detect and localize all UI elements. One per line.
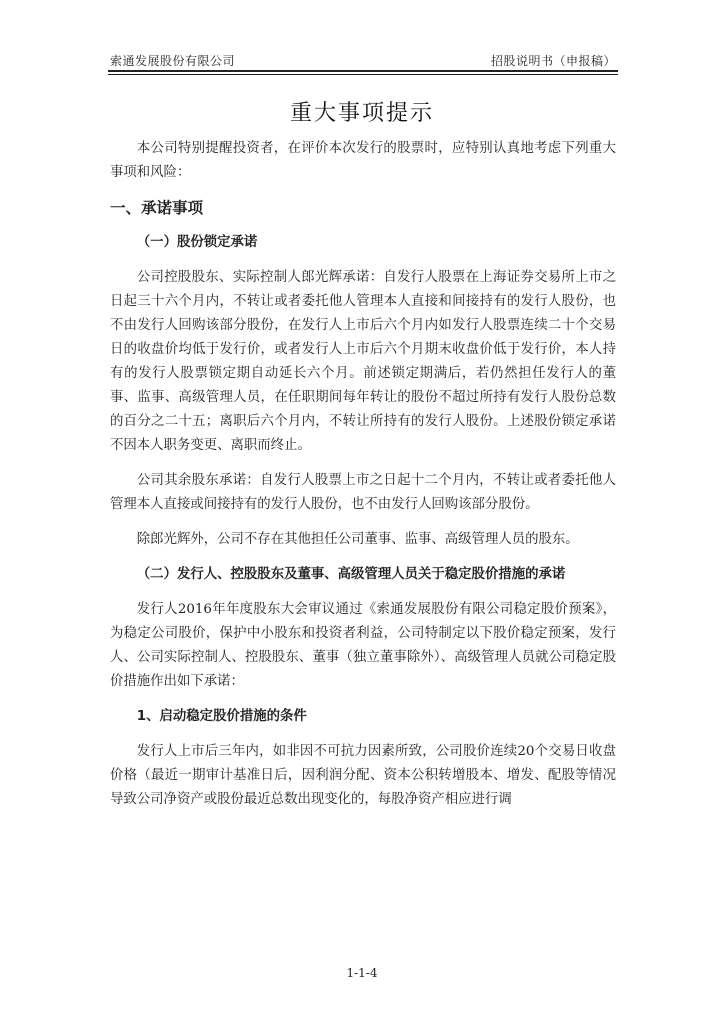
- stabilization-paragraph: 发行人2016年年度股东大会审议通过《索通发展股份有限公司稳定股价预案》，为稳定公司股价，保护中小股东和投资者利益，公司特制定以下股价稳定预案，发行人、公司实际控制人、控股股东、董事（独立董事除外）、高级管理人员就公司稳定股价措施作出如下承诺：: [110, 602, 616, 689]
- intro-paragraph: 本公司特别提醒投资者，在评价本次发行的股票时，应特别认真地考虑下列重大事项和风险：: [110, 141, 616, 180]
- document-body: [110, 137, 616, 812]
- header-divider: [108, 70, 618, 72]
- lockup-paragraph-controller: 公司控股股东、实际控制人郎光辉承诺：自发行人股票在上海证券交易所上市之日起三十六个月内，不转让或者委托他人管理本人直接和间接持有的发行人股份，也不由发行人回购该部分股份，在发行人上市后六个月内如发行人股票连续二十个交易日的收盘价均低于发行价，或者发行人上市后六个月期末收盘价低于发行价，本人持有的发行人股票锁定期自动延长六个月。前述锁定期满后，若仍然担任发行人的董事、监事、高级管理人员，在任职期间每年转让的股份不超过所持有发行人股份总数的百分之二十五；离职后六个月内，不转让所持有的发行人股份。上述股份锁定承诺不因本人职务变更、离职而终止。: [110, 270, 616, 453]
- section-heading-commitments: 一、承诺事项: [110, 199, 204, 217]
- header-doc-type: 招股说明书（申报稿）: [490, 54, 616, 68]
- page-number: 1-1-4: [346, 966, 378, 980]
- page-header: [110, 52, 616, 69]
- header-divider-thin: [108, 74, 618, 75]
- item-heading-trigger-conditions: 1、启动稳定股价措施的条件: [136, 709, 307, 724]
- subsection-heading-price-stabilization: （二）发行人、控股股东及董事、高级管理人员关于稳定股价措施的承诺: [136, 567, 566, 582]
- subsection-heading-share-lockup: （一）股份锁定承诺: [136, 235, 258, 250]
- lockup-paragraph-directors: 除郎光辉外，公司不存在其他担任公司董事、监事、高级管理人员的股东。: [136, 532, 579, 547]
- page-title: 重大事项提示: [289, 101, 434, 126]
- lockup-paragraph-other-shareholders: 公司其余股东承诺：自发行人股票上市之日起十二个月内，不转让或者委托他人管理本人直接或间接持有的发行人股份，也不由发行人回购该部分股份。: [110, 473, 616, 512]
- header-company: 索通发展股份有限公司: [110, 54, 236, 68]
- trigger-conditions-paragraph: 发行人上市后三年内，如非因不可抗力因素所致，公司股价连续20个交易日收盘价格（最近一期审计基准日后，因利润分配、资本公积转增股本、增发、配股等情况导致公司净资产或股份最近总数出现变化的，每股净资产相应进行调: [110, 744, 616, 807]
